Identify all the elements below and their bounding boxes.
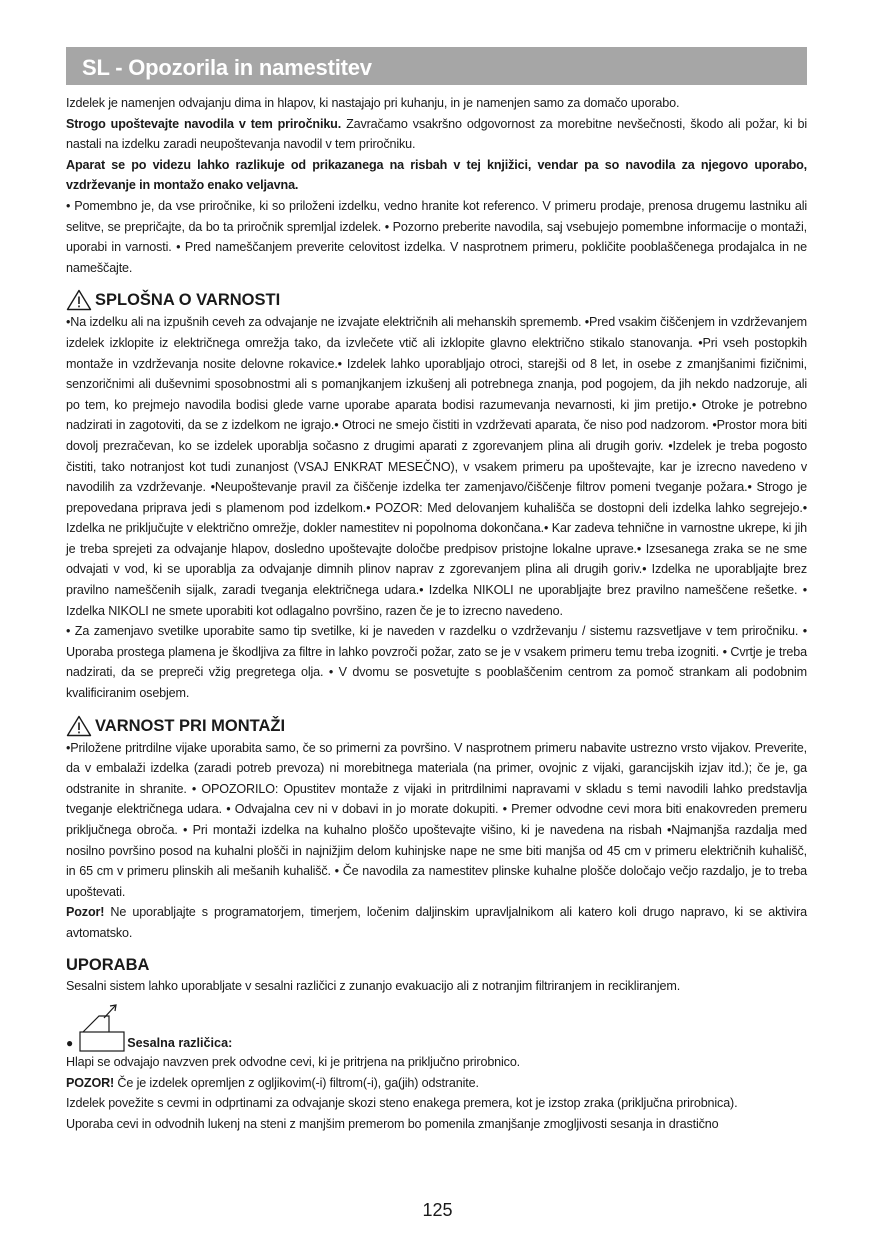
- warning-triangle-icon: [66, 289, 92, 311]
- usage-title: UPORABA: [66, 955, 150, 974]
- suction-version-label: Sesalna različica:: [127, 1036, 233, 1051]
- bullet: ●: [66, 1036, 74, 1051]
- intro-paragraph-3: Aparat se po videzu lahko razlikuje od prikazanega na risbah v tej knjižici, vendar pa so navodila za njegovo uporabo, vzdrževanje in montažo enako veljavna.: [66, 157, 807, 193]
- usage-paragraph-4: Izdelek povežite s cevmi in odprtinami za odvajanje skozi steno enakega premera, kot je izstop zraka (priključna prirobnica).: [66, 1096, 738, 1111]
- usage-paragraph-2: Hlapi se odvajajo navzven prek odvodne cevi, ki je pritrjena na priključno prirobnico.: [66, 1055, 521, 1070]
- page-title: SL - Opozorila in namestitev: [82, 55, 372, 80]
- ducted-extraction-icon: [79, 1004, 125, 1052]
- suction-version-item: [66, 1002, 807, 1052]
- intro-paragraph-2: [66, 114, 807, 155]
- safety-paragraph-2: • Za zamenjavo svetilke uporabite samo tip svetilke, ki je naveden v razdelku o vzdrževanju / sistemu razsvetljave v tem priročniku. • Uporaba prostega plamena je škodljiva za filtre in lahko povzroči požar, zato se je v vsakem primeru temu treba izogniti. • Cvrtje je treba nadzirati, da se prepreči vžig pregretega olja. • V dvomu se posvetujte s pooblaščenim centrom za pomoč strankam ali podobnim kvalificiranim osebjem.: [66, 624, 807, 701]
- mounting-warning-label: Pozor!: [66, 905, 105, 920]
- mounting-paragraph-1: •Priložene pritrdilne vijake uporabita samo, če so primerni za površino. V nasprotnem primeru nabavite ustrezno vrsto vijakov. Preverite, da v embalaži izdelka (zaradi potreb prevoza) ni morebitnega materiala (na primer, ovojnic z vijaki, garancijskih izjav itd.); če je, ga odstranite in shranite. • OPOZORILO: Opustitev montaže z vijaki in pritrdilnimi napravami v skladu s temi navodili lahko predstavlja tveganje električnega udara. • Odvajalna cev ni v dobavi in jo morate dokupiti. • Premer odvodne cevi mora biti enakovreden premeru priključnega obroča. • Pri montaži izdelka na kuhalno ploščo upoštevajte višino, ki je navedena na risbah •Najmanjša razdalja med nosilno površino posod na kuhalni plošči in najnižjim delom kuhinjske nape ne sme biti manjša od 45 cm v primeru električnih kuhališč, in 65 cm v primeru plinskih ali mešanih kuhališč. • Če navodila za namestitev plinske kuhalne plošče določajo večjo razdaljo, je to treba upoštevati.: [66, 740, 807, 899]
- title-banner: [66, 47, 807, 85]
- usage-paragraph-1: Sesalni sistem lahko uporabljate v sesalni različici z zunanjo evakuacijo ali z notranjim filtriranjem in recikliranjem.: [66, 978, 681, 993]
- usage-paragraph-3-text: Če je izdelek opremljen z ogljikovim(-i) filtrom(-i), ga(jih) odstranite.: [114, 1075, 479, 1090]
- mounting-paragraph-2-text: Ne uporabljajte s programatorjem, timerjem, ločenim daljinskim upravljalnikom ali katero koli drugo napravo, ki se aktivira avtomatsko.: [66, 905, 807, 940]
- usage-warning-label: POZOR!: [66, 1075, 115, 1090]
- manual-page: [66, 47, 807, 1135]
- mounting-heading: [66, 714, 807, 738]
- intro-paragraph-2-text: Zavračamo vsakršno odgovornost za morebitne nevšečnosti, škodo ali požar, ki bi nastali na izdelku zaradi neupoštevanja navodil v tem priročniku.: [66, 116, 808, 152]
- intro-paragraph-4: • Pomembno je, da vse priročnike, ki so priloženi izdelku, vedno hranite kot referenco. V primeru prodaje, prenosa drugemu lastniku ali selitve, se prepričajte, da bo ta priročnik spremljal izdelek. • Pozorno preberite navodila, saj vsebujejo pomembne informacije o montaži, uporabi in varnosti. • Pred nameščanjem preverite celovitost izdelka. V nasprotnem primeru, pokličite pooblaščenega prodajalca in ne nameščajte.: [66, 198, 807, 275]
- intro-paragraph-1: Izdelek je namenjen odvajanju dima in hlapov, ki nastajajo pri kuhanju, in je namenjen samo za domačo uporabo.: [66, 96, 680, 110]
- usage-paragraph-5: Uporaba cevi in odvodnih lukenj na steni z manjšim premerom bo pomenila zmanjšanje zmogljivosti sesanja in drastično: [66, 1116, 719, 1131]
- safety-paragraph-1: •Na izdelku ali na izpušnih ceveh za odvajanje ne izvajate električnih ali mehanskih sprememb. •Pred vsakim čiščenjem in vzdrževanjem izdelek izklopite iz električnega omrežja tako, da izvlečete vtič ali izklopite glavno električno stikalo stanovanja. •Pri vseh postopkih montaže in vzdrževanja nosite delovne rokavice.• Izdelek lahko uporabljajo otroci, starejši od 8 let, in osebe z zmanjšanimi fizičnimi, senzoričnimi ali duševnimi sposobnostmi ali s pomanjkanjem izkušenj ali potrebnega znanja, pod pogojem, da jih nekdo nadzoruje, ali po tem, ko prejmejo navodila bodisi glede varne uporabe aparata bodisi razumevanja nevarnosti, ki jim pretijo.• Otroke je potrebno nadzirati in zagotoviti, da se z izdelkom ne igrajo.• Otroci ne smejo čistiti in vzdrževati aparata, če niso pod nadzorom. •Prostor mora biti dovolj prezračevan, ko se izdelek uporablja sočasno z drugimi aparati z zgorevanjem plina ali drugih goriv. •Izdelek je treba pogosto čistiti, tako notranjost kot tudi zunanjost (VSAJ ENKRAT MESEČNO), v vsakem primeru pa upoštevajte, kar je izrecno navedeno v navodilih za vzdrževanje. •Neupoštevanje pravil za čiščenje izdelka ter zamenjavo/čiščenje filtrov pomeni tveganje požara.• Strogo je prepovedana priprava jedi s plamenom pod izdelkom.• POZOR: Med delovanjem kuhališča se dostopni deli izdelka lahko segrejejo.• Izdelka ne priključujte v električno omrežje, dokler namestitev ni popolnoma dokončana.• Kar zadeva tehnične in varnostne ukrepe, ki jih je treba sprejeti za odvajanje hlapov, dosledno upoštevajte določbe predpisov pristojne lokalne uprave.• Izsesanega zraka se ne sme odvajati v vod, ki se uporablja za odvajanje dimnih plinov naprav z zgorevanjem plina ali drugih goriv.• Izdelka ne uporabljajte brez pravilno nameščenih sijalk, zaradi tveganja električnega udara.• Izdelka NIKOLI ne uporabljajte brez pravilno nameščene rešetke. • Izdelka NIKOLI ne smete uporabiti kot odlagalno površino, razen če je to izrecno navedeno.: [66, 315, 807, 618]
- page-number: 125: [422, 1200, 453, 1220]
- safety-heading: [66, 288, 807, 312]
- usage-paragraph-3: [66, 1073, 807, 1094]
- intro-emphasis: Strogo upoštevajte navodila v tem priročniku.: [66, 116, 342, 131]
- warning-triangle-icon: [66, 715, 92, 737]
- mounting-title: VARNOST PRI MONTAŽI: [95, 716, 286, 735]
- mounting-paragraph-2: [66, 902, 807, 943]
- safety-title: SPLOŠNA O VARNOSTI: [95, 291, 281, 310]
